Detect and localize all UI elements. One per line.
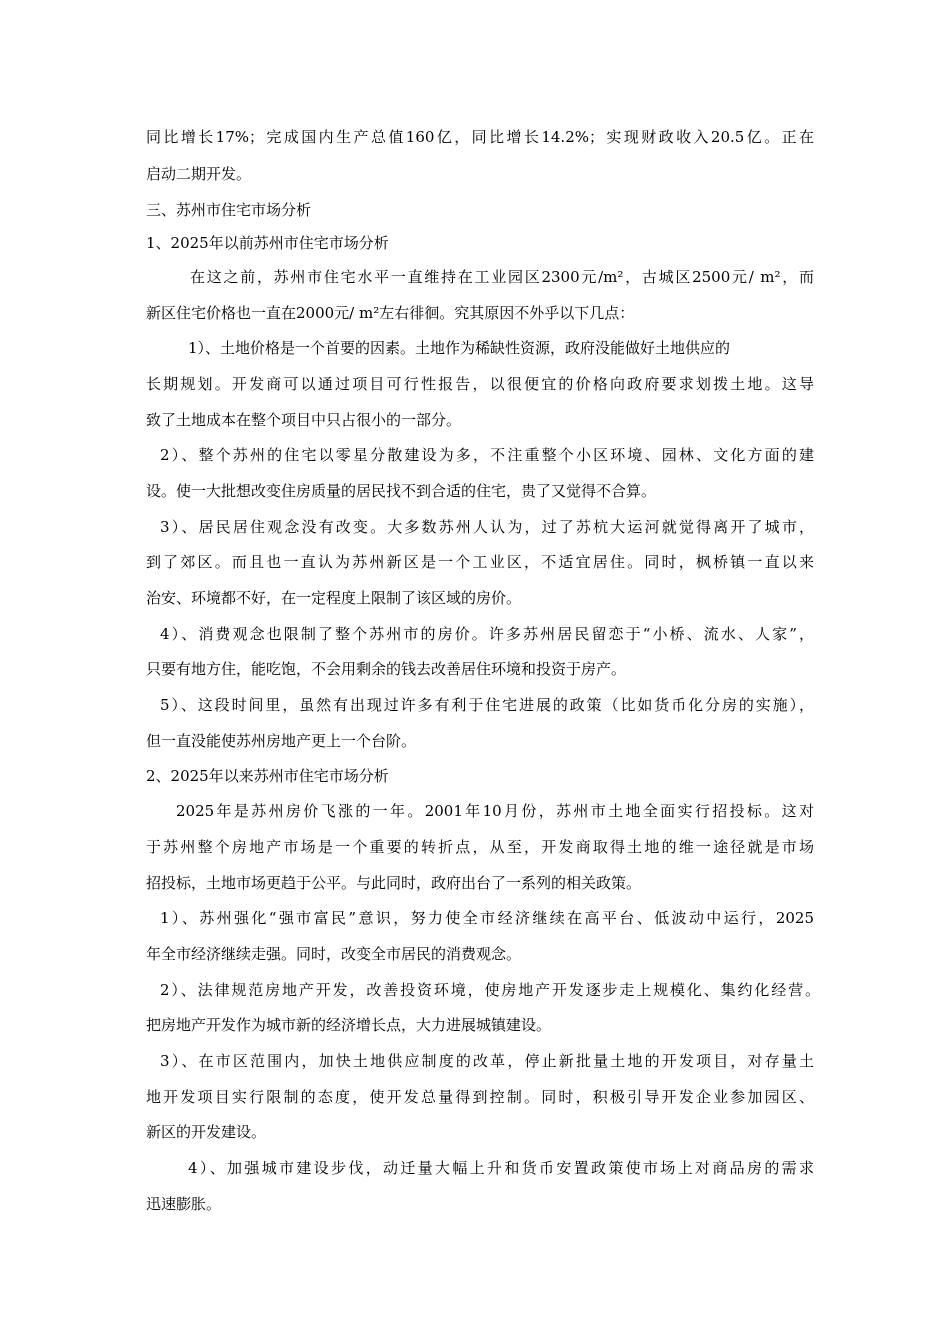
text-line: 4）、消费观念也限制了整个苏州市的房价。许多苏州居民留恋于“小桥、流水、人家”， (160, 625, 814, 643)
text-line: 招投标，土地市场更趋于公平。与此同时，政府出台了一系列的相关政策。 (146, 874, 642, 892)
subsection-heading: 2、2025年以来苏州市住宅市场分析 (146, 767, 389, 785)
text-line: 到了郊区。而且也一直认为苏州新区是一个工业区，不适宜居住。同时，枫桥镇一直以来 (146, 553, 814, 571)
text-line: 启动二期开发。 (146, 165, 252, 183)
text-line: 同比增长17%；完成国内生产总值160亿，同比增长14.2%；实现财政收入20.5亿。正在 (146, 128, 814, 146)
text-line: 迅速膨胀。 (146, 1195, 222, 1213)
text-line: 新区的开发建设。 (146, 1123, 267, 1141)
text-line: 5）、这段时间里，虽然有出现过许多有利于住宅进展的政策（比如货币化分房的实施）， (160, 696, 814, 714)
text-line: 设。使一大批想改变住房质量的居民找不到合适的住宅，贵了又觉得不合算。 (146, 482, 657, 500)
text-line: 1）、土地价格是一个首要的因素。土地作为稀缺性资源，政府没能做好土地供应的 (188, 339, 731, 357)
text-line: 在这之前，苏州市住宅水平一直维持在工业园区2300元/m²，古城区2500元/ m²，而 (190, 268, 814, 286)
text-line: 2）、整个苏州的住宅以零星分散建设为多，不注重整个小区环境、园林、文化方面的建 (160, 446, 814, 464)
text-line: 致了土地成本在整个项目中只占很小的一部分。 (146, 411, 462, 429)
text-line: 2025年是苏州房价飞涨的一年。2001年10月份，苏州市土地全面实行招投标。这对 (176, 802, 814, 820)
text-line: 地开发项目实行限制的态度，使开发总量得到控制。同时，积极引导开发企业参加园区、 (146, 1088, 814, 1106)
text-line: 年全市经济继续走强。同时，改变全市居民的消费观念。 (146, 945, 522, 963)
text-line: 3）、居民居住观念没有改变。大多数苏州人认为，过了苏杭大运河就觉得离开了城市， (160, 518, 814, 536)
text-line: 新区住宅价格也一直在2000元/ m²左右徘徊。究其原因不外乎以下几点： (146, 304, 635, 322)
text-line: 1）、苏州强化“强市富民”意识，努力使全市经济继续在高平台、低波动中运行，2025 (160, 909, 814, 927)
text-line: 3）、在市区范围内，加快土地供应制度的改革，停止新批量土地的开发项目，对存量土 (160, 1052, 814, 1070)
subsection-heading: 1、2025年以前苏州市住宅市场分析 (146, 234, 389, 252)
text-line: 长期规划。开发商可以通过项目可行性报告，以很便宜的价格向政府要求划拨土地。这导 (146, 375, 814, 393)
text-line: 2）、法律规范房地产开发，改善投资环境，使房地产开发逐步走上规模化、集约化经营。 (160, 981, 820, 999)
text-line: 只要有地方住，能吃饱，不会用剩余的钱去改善居住环境和投资于房产。 (146, 660, 627, 678)
text-line: 4）、加强城市建设步伐，动迁量大幅上升和货币安置政策使市场上对商品房的需求 (188, 1159, 814, 1177)
text-line: 但一直没能使苏州房地产更上一个台阶。 (146, 732, 417, 750)
text-line: 于苏州整个房地产市场是一个重要的转折点，从至，开发商取得土地的维一途径就是市场 (146, 838, 814, 856)
text-line: 把房地产开发作为城市新的经济增长点，大力进展城镇建设。 (146, 1016, 552, 1034)
section-heading: 三、苏州市住宅市场分析 (146, 201, 312, 219)
text-line: 治安、环境都不好，在一定程度上限制了该区域的房价。 (146, 589, 522, 607)
